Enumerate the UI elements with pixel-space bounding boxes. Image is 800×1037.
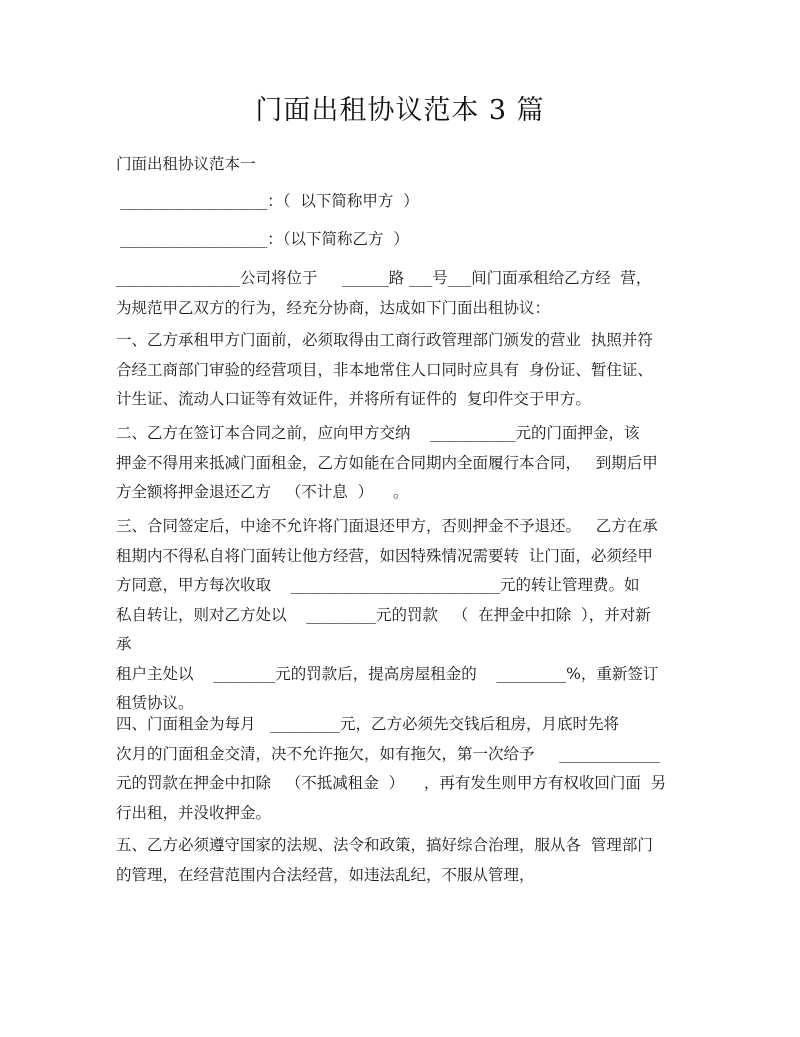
text-line: 三、合同签定后，中途不允许将门面退还甲方，否则押金不予退还。 乙方在承 (116, 517, 658, 535)
text-line: 二、乙方在签订本合同之前，应向甲方交纳 ___________元的门面押金，该 (116, 424, 640, 442)
clause-4-paragraph (116, 710, 688, 828)
clause-5-paragraph (116, 831, 688, 890)
text-line: 租期内不得私自将门面转让他方经营，如因特殊情况需要转 让门面，必须经甲 (116, 546, 653, 565)
party-a-line: ___________________：（ 以下简称甲方 ） (120, 192, 419, 210)
text-line: 租户主处以 ________元的罚款后，提高房屋租金的 _________%，重新签订 (116, 664, 659, 683)
clause-1-paragraph (116, 326, 688, 415)
document-title: 门面出租协议范本 3 篇 (255, 95, 545, 126)
text-line: 押金不得用来抵减门面租金，乙方如能在合同期内全面履行本合同， 到期后甲 (116, 453, 658, 472)
text-line: 一、乙方承租甲方门面前，必须取得由工商行政管理部门颁发的营业 执照并符 (116, 331, 653, 349)
party-b-line: ___________________：（以下简称乙方 ） (120, 230, 409, 248)
text-line: 私自转让，则对乙方处以 _________元的罚款 （ 在押金中扣除 ），并对新 (116, 605, 651, 624)
document-subtitle: 门面出租协议范本一 (116, 155, 256, 173)
clause-2-paragraph (116, 419, 688, 508)
text-line: 元的罚款在押金中扣除 （不抵减租金 ） ，再有发生则甲方有权收回门面 另 (116, 774, 667, 792)
text-line: 方同意，甲方每次收取 ___________________________元的转让管理费。如 (116, 576, 640, 594)
clause-3-paragraph (116, 512, 688, 719)
text-line: 行出租，并没收押金。 (116, 803, 272, 822)
text-line: 的管理，在经营范围内合法经营，如违法乱纪，不服从管理， (116, 865, 535, 884)
text-line: 五、乙方必须遵守国家的法规、法令和政策，搞好综合治理，服从各 管理部门 (116, 836, 653, 854)
text-line: 合经工商部门审验的经营项目，非本地常住人口同时应具有 身份证、暂住证、 (116, 360, 653, 379)
text-line: 方全额将押金退还乙方 （不计息 ） 。 (116, 483, 409, 501)
text-line: ________________公司将位于 ______路 ___号___间门面承租给乙方经 营， (116, 269, 652, 287)
text-line: 为规范甲乙双方的行为，经充分协商，达成如下门面出租协议： (116, 298, 551, 317)
text-line: 计生证、流动人口证等有效证件，并将所有证件的 复印件交于甲方。 (116, 390, 591, 408)
text-line: 四、门面租金为每月 _________元，乙方必须先交钱后租房，月底时先将 (116, 715, 620, 733)
intro-paragraph (116, 264, 688, 323)
text-line: 承 (116, 635, 132, 653)
text-line: 租赁协议。 (116, 694, 194, 712)
text-line: 次月的门面租金交清，决不允许拖欠，如有拖欠，第一次给予 _____________ (116, 744, 660, 763)
